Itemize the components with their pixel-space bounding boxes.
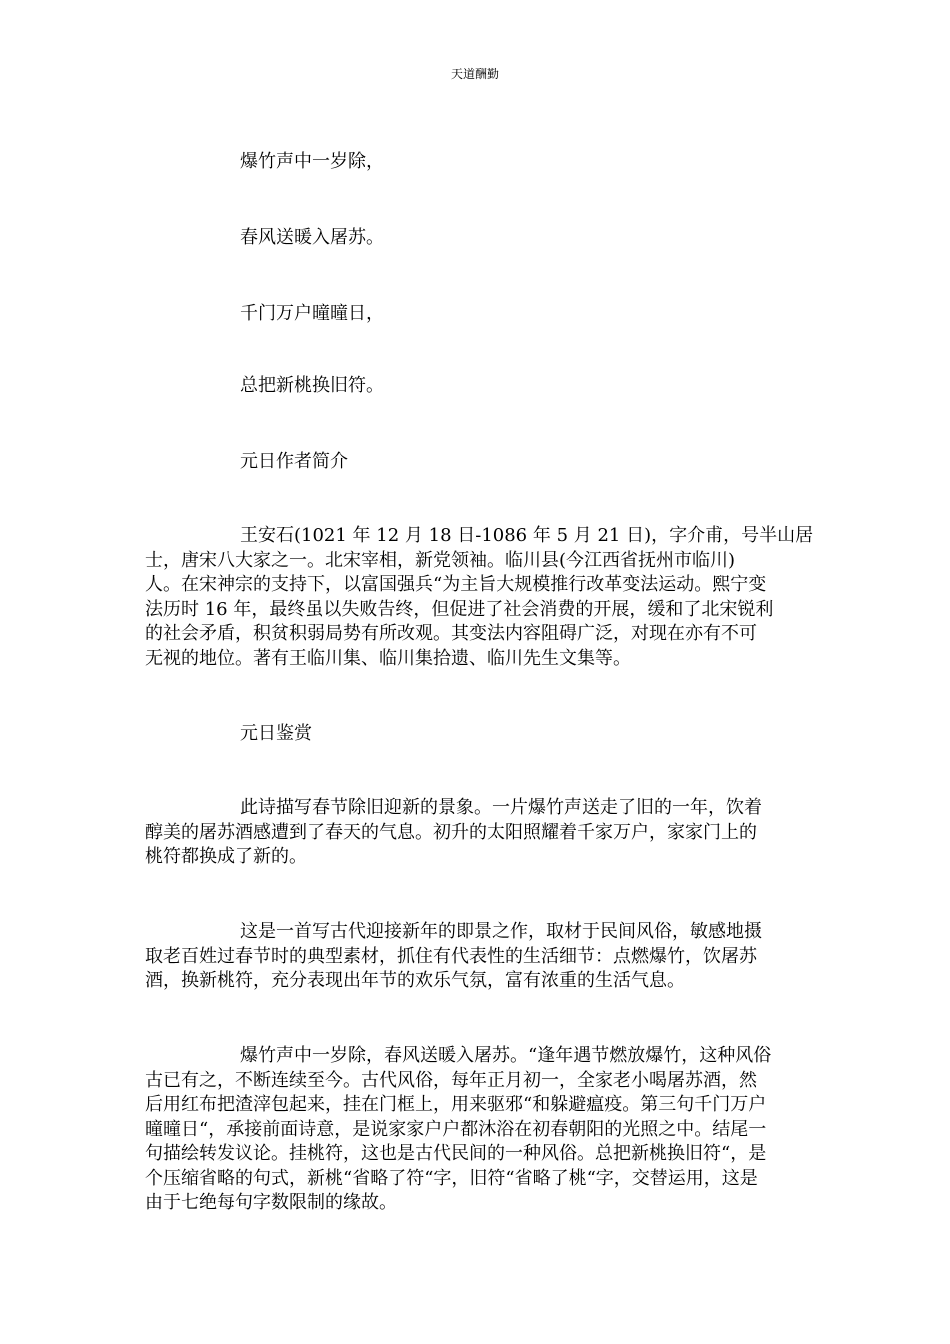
- paragraph-line: 这是一首写古代迎接新年的即景之作，取材于民间风俗，敏感地摄: [240, 921, 762, 942]
- page-header: 天道酬勤: [450, 67, 499, 81]
- paragraph-line: 醇美的屠苏酒感遭到了春天的气息。初升的太阳照耀着千家万户，家家门上的: [145, 821, 757, 843]
- paragraph-line: 句描绘转发议论。挂桃符，这也是古代民间的一种风俗。总把新桃换旧符“，是: [145, 1143, 767, 1164]
- paragraph-line: 取老百姓过春节时的典型素材，抓住有代表性的生活细节：点燃爆竹，饮屠苏: [145, 945, 757, 967]
- author-heading: 元日作者简介: [240, 451, 348, 472]
- appreciation-paragraph-1: [145, 796, 805, 870]
- paragraph-line: 曈曈日“，承接前面诗意，是说家家户户都沐浴在初春朝阳的光照之中。结尾一: [145, 1118, 767, 1140]
- paragraph-line: 古已有之，不断连续至今。古代风俗，每年正月初一，全家老小喝屠苏酒，然: [145, 1069, 757, 1091]
- paragraph-line: 此诗描写春节除旧迎新的景象。一片爆竹声送走了旧的一年，饮着: [240, 797, 762, 818]
- paragraph-line: 人。在宋神宗的支持下，以富国强兵“为主旨大规模推行改革变法运动。熙宁变: [145, 574, 767, 595]
- author-paragraph: [145, 524, 814, 671]
- paragraph-line: 无视的地位。著有王临川集、临川集拾遗、临川先生文集等。: [145, 647, 631, 669]
- paragraph-line: 后用红布把渣滓包起来，挂在门框上，用来驱邪“和躲避瘟疫。第三句千门万户: [145, 1094, 767, 1115]
- poem-line-1: 爆竹声中一岁除，: [240, 151, 384, 172]
- paragraph-line: 个压缩省略的句式，新桃“省略了符“字，旧符“省略了桃“字，交替运用，这是: [145, 1167, 758, 1189]
- poem-line-2: 春风送暖入屠苏。: [240, 227, 384, 248]
- poem-line-3: 千门万户曈曈日，: [240, 303, 384, 324]
- paragraph-line: 王安石(1021 年 12 月 18 日-1086 年 5 月 21 日)，字介甫，号半山居: [240, 525, 814, 546]
- appreciation-paragraph-3: [145, 1044, 805, 1216]
- paragraph-line: 法历时 16 年，最终虽以失败告终，但促进了社会消费的开展，缓和了北宋锐利: [145, 598, 774, 620]
- paragraph-line: 的社会矛盾，积贫积弱局势有所改观。其变法内容阻碍广泛，对现在亦有不可: [145, 623, 757, 644]
- appreciation-paragraph-2: [145, 920, 805, 994]
- paragraph-line: 爆竹声中一岁除，春风送暖入屠苏。“逢年遇节燃放爆竹，这种风俗: [240, 1045, 772, 1066]
- poem-line-4: 总把新桃换旧符。: [240, 375, 384, 396]
- paragraph-line: 士，唐宋八大家之一。北宋宰相，新党领袖。临川县(今江西省抚州市临川): [145, 549, 736, 571]
- appreciation-heading: 元日鉴赏: [240, 723, 312, 744]
- paragraph-line: 桃符都换成了新的。: [145, 846, 307, 867]
- paragraph-line: 由于七绝每句字数限制的缘故。: [145, 1192, 397, 1213]
- paragraph-line: 酒，换新桃符，充分表现出年节的欢乐气氛，富有浓重的生活气息。: [145, 970, 685, 991]
